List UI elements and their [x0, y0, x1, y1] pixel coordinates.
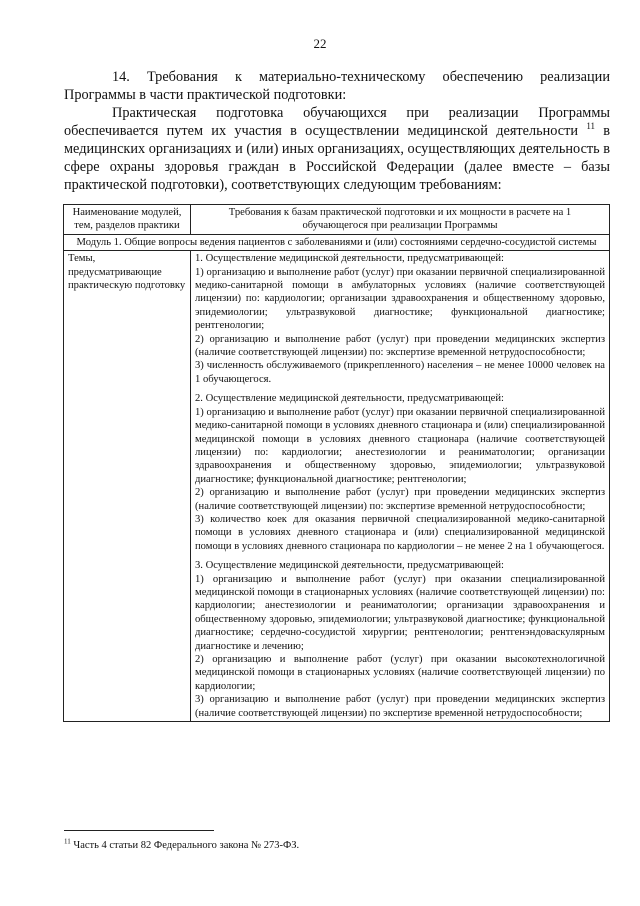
block-3-line-3: 2) организацию и выполнение работ (услуг) при оказании высокотехнологичной медицинской помощи в стационарных условиях (наличие соответствующей лицензии) по кардиологии;	[195, 654, 605, 692]
footnote-number: 11	[64, 837, 71, 846]
table-header-row	[64, 205, 610, 235]
block-3-line-1: 3. Осуществление медицинской деятельности, предусматривающей:	[195, 560, 504, 572]
header-col-modules: Наименование модулей, тем, разделов практики	[64, 205, 191, 235]
section-heading-line-2: Программы в части практической подготовки:	[64, 87, 347, 103]
page-number: 22	[313, 36, 327, 51]
footnote-divider	[64, 830, 214, 831]
module-row	[64, 234, 610, 250]
block-1-line-2: 1) организацию и выполнение работ (услуг) при оказании первичной специализированной медико-санитарной помощи в амбулаторных условиях (наличие соответствующей лицензии) по: кардиологии; организации здравоохранения и общественному здоровью, эпидемиологии; ультразвуковой диагностике; функциональной диагностике; рентгенологии;	[195, 266, 605, 332]
module-title: Модуль 1. Общие вопросы ведения пациентов с заболеваниями и (или) состояниями сердечно-сосудистой системы	[64, 234, 610, 250]
block-2-line-1: 2. Осуществление медицинской деятельности, предусматривающей:	[195, 393, 504, 405]
footnote	[64, 837, 300, 851]
header-col-requirements: Требования к базам практической подготовки и их мощности в расчете на 1 обучающегося при реализации Программы	[191, 205, 610, 235]
footnote-text: Часть 4 статьи 82 Федерального закона № 273-ФЗ.	[73, 840, 300, 851]
table-row	[64, 251, 610, 722]
intro-text-part-2: в медицинских организациях и (или) иных организациях, осуществляющих деятельность в сфере охраны здоровья граждан в Российской Федерации (далее вместе – базы практической подготовки), соответствующих следующим требованиям:	[64, 123, 611, 193]
row-label: Темы, предусматривающие практическую подготовку	[64, 251, 191, 722]
section-heading	[64, 68, 610, 104]
block-3-line-4: 3) организацию и выполнение работ (услуг) при проведении медицинских экспертиз (наличие соответствующей лицензии) по экспертизе временной нетрудоспособности;	[195, 694, 605, 719]
block-1-line-3: 2) организацию и выполнение работ (услуг) при проведении медицинских экспертиз (наличие соответствующей лицензии) по: экспертизе временной нетрудоспособности;	[195, 333, 605, 359]
section-heading-line-1: 14. Требования к материально-техническому обеспечению реализации	[112, 69, 610, 85]
footnote-ref: 11	[586, 121, 595, 132]
requirement-block-3	[195, 559, 605, 720]
block-2-line-3: 2) организацию и выполнение работ (услуг) при проведении медицинских экспертиз (наличие соответствующей лицензии) по: экспертизе временной нетрудоспособности;	[195, 487, 605, 512]
intro-paragraph	[64, 104, 610, 194]
block-3-line-2: 1) организацию и выполнение работ (услуг) при оказании специализированной медицинской помощи в стационарных условиях (наличие соответствующей лицензии) по: кардиологии; анестезиологии и реаниматологии; организации здравоохранения и общественному здоровью, эпидемиологии; ультразвуковой диагностике; функциональной диагностике; сердечно-сосудистой хирургии; рентгенологии; рентгенэндоваскулярным диагностике и лечению;	[195, 573, 605, 652]
block-2-line-2: 1) организацию и выполнение работ (услуг) при оказании первичной специализированной медико-санитарной помощи в условиях дневного стационара и (или) специализированной медицинской помощи в условиях дневного стационара (наличие соответствующей лицензии) по: кардиологии; анестезиологии и реаниматологии; организации здравоохранения и общественному здоровью, эпидемиологии; ультразвуковой диагностике; функциональной диагностике; рентгенологии;	[195, 406, 605, 485]
block-1-line-1: 1. Осуществление медицинской деятельности, предусматривающей:	[195, 253, 504, 265]
requirement-block-2	[195, 392, 605, 553]
block-1-line-4: 3) численность обслуживаемого (прикрепленного) населения – не менее 10000 человек на 1 обучающегося.	[195, 360, 605, 385]
intro-text-part-1: Практическая подготовка обучающихся при реализации Программы обеспечивается путем их участия в осуществлении медицинской деятельности	[64, 105, 610, 139]
block-2-line-4: 3) количество коек для оказания первичной специализированной медико-санитарной помощи в условиях дневного стационара и (или) специализированной медицинской помощи в условиях дневного стационара по кардиологии – не менее 2 на 1 обучающегося.	[195, 513, 605, 552]
requirements-cell	[191, 251, 610, 722]
requirements-table	[63, 204, 610, 722]
requirement-block-1	[195, 252, 605, 386]
